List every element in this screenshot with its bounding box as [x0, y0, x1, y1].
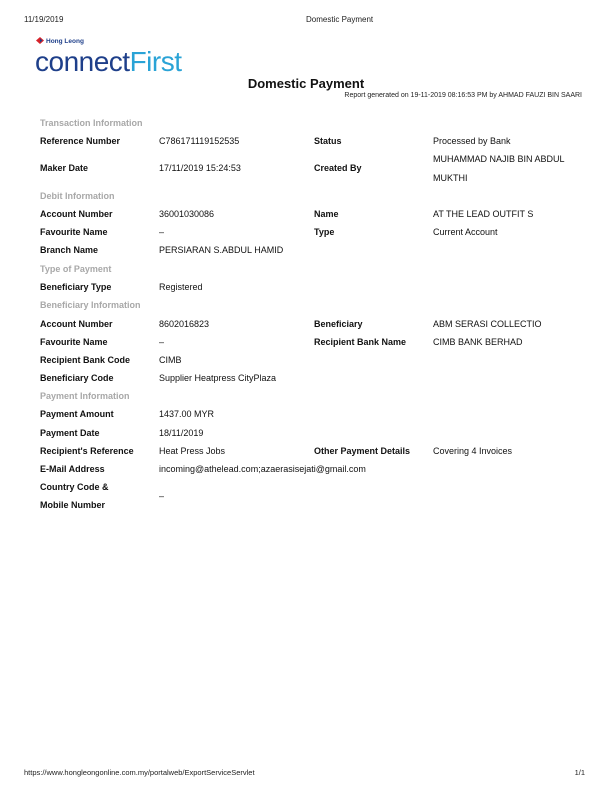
- value-beneficiary: ABM SERASI COLLECTIO: [433, 319, 542, 329]
- section-transaction-information: Transaction Information: [40, 118, 143, 128]
- value-debit-favourite-name: –: [159, 227, 165, 237]
- value-beneficiary-account-number: 8602016823: [159, 319, 210, 329]
- report-title: Domestic Payment: [247, 76, 365, 91]
- logo-connect: connect: [35, 46, 130, 77]
- print-page-title: Domestic Payment: [306, 15, 374, 24]
- label-other-payment-details: Other Payment Details: [314, 446, 411, 456]
- label-country-code-line2: Mobile Number: [40, 500, 106, 510]
- value-other-payment-details: Covering 4 Invoices: [433, 446, 513, 456]
- value-created-by-line2: MUKTHI: [433, 173, 468, 183]
- value-beneficiary-type: Registered: [159, 282, 203, 292]
- value-beneficiary-code: Supplier Heatpress CityPlaza: [159, 373, 277, 383]
- footer-url: https://www.hongleongonline.com.my/portalweb/ExportServiceServlet: [24, 768, 255, 777]
- value-country-code-mobile: –: [159, 491, 165, 501]
- value-maker-date: 17/11/2019 15:24:53: [159, 163, 241, 173]
- value-created-by-line1: MUHAMMAD NAJIB BIN ABDUL: [433, 154, 565, 164]
- label-debit-favourite-name: Favourite Name: [40, 227, 108, 237]
- label-recipients-reference: Recipient's Reference: [40, 446, 134, 456]
- label-beneficiary-type: Beneficiary Type: [40, 282, 112, 292]
- value-beneficiary-favourite-name: –: [159, 337, 165, 347]
- label-branch-name: Branch Name: [40, 245, 99, 255]
- label-maker-date: Maker Date: [40, 163, 89, 173]
- label-debit-type: Type: [314, 227, 335, 237]
- value-recipient-bank-name: CIMB BANK BERHAD: [433, 337, 523, 347]
- label-recipient-bank-name: Recipient Bank Name: [314, 337, 407, 347]
- value-debit-account-number: 36001030086: [159, 209, 215, 219]
- hong-leong-emblem-icon: [36, 37, 44, 44]
- value-payment-date: 18/11/2019: [159, 428, 204, 438]
- brand-name: Hong Leong: [46, 38, 84, 45]
- label-recipient-bank-code: Recipient Bank Code: [40, 355, 131, 365]
- footer-page-number: 1/1: [574, 768, 585, 777]
- value-status: Processed by Bank: [433, 136, 511, 146]
- value-payment-amount: 1437.00 MYR: [159, 409, 215, 419]
- value-debit-name: AT THE LEAD OUTFIT S: [433, 209, 534, 219]
- value-reference-number: C786171119152535: [159, 136, 240, 146]
- section-type-of-payment: Type of Payment: [40, 264, 112, 274]
- logo-first: First: [129, 46, 182, 77]
- value-email-address: incoming@athelead.com;azaerasisejati@gmail.com: [159, 464, 366, 474]
- label-reference-number: Reference Number: [40, 136, 121, 146]
- label-email-address: E-Mail Address: [40, 464, 105, 474]
- connect-first-logo: [35, 47, 182, 77]
- print-date: 11/19/2019: [24, 15, 64, 24]
- value-debit-type: Current Account: [433, 227, 498, 237]
- section-payment-information: Payment Information: [40, 391, 130, 401]
- section-debit-information: Debit Information: [40, 191, 115, 201]
- label-status: Status: [314, 136, 342, 146]
- label-country-code-line1: Country Code &: [40, 482, 109, 492]
- label-beneficiary-account-number: Account Number: [40, 319, 113, 329]
- label-debit-name: Name: [314, 209, 339, 219]
- report-generated-note: Report generated on 19-11-2019 08:16:53 PM by AHMAD FAUZI BIN SAARI: [344, 92, 582, 99]
- label-beneficiary-code: Beneficiary Code: [40, 373, 114, 383]
- hong-leong-logo: [36, 37, 84, 45]
- value-recipient-bank-code: CIMB: [159, 355, 182, 365]
- label-beneficiary-favourite-name: Favourite Name: [40, 337, 108, 347]
- value-recipients-reference: Heat Press Jobs: [159, 446, 226, 456]
- label-payment-date: Payment Date: [40, 428, 100, 438]
- section-beneficiary-information: Beneficiary Information: [40, 300, 141, 310]
- label-created-by: Created By: [314, 163, 362, 173]
- value-branch-name: PERSIARAN S.ABDUL HAMID: [159, 245, 284, 255]
- label-beneficiary: Beneficiary: [314, 319, 363, 329]
- label-payment-amount: Payment Amount: [40, 409, 114, 419]
- label-debit-account-number: Account Number: [40, 209, 113, 219]
